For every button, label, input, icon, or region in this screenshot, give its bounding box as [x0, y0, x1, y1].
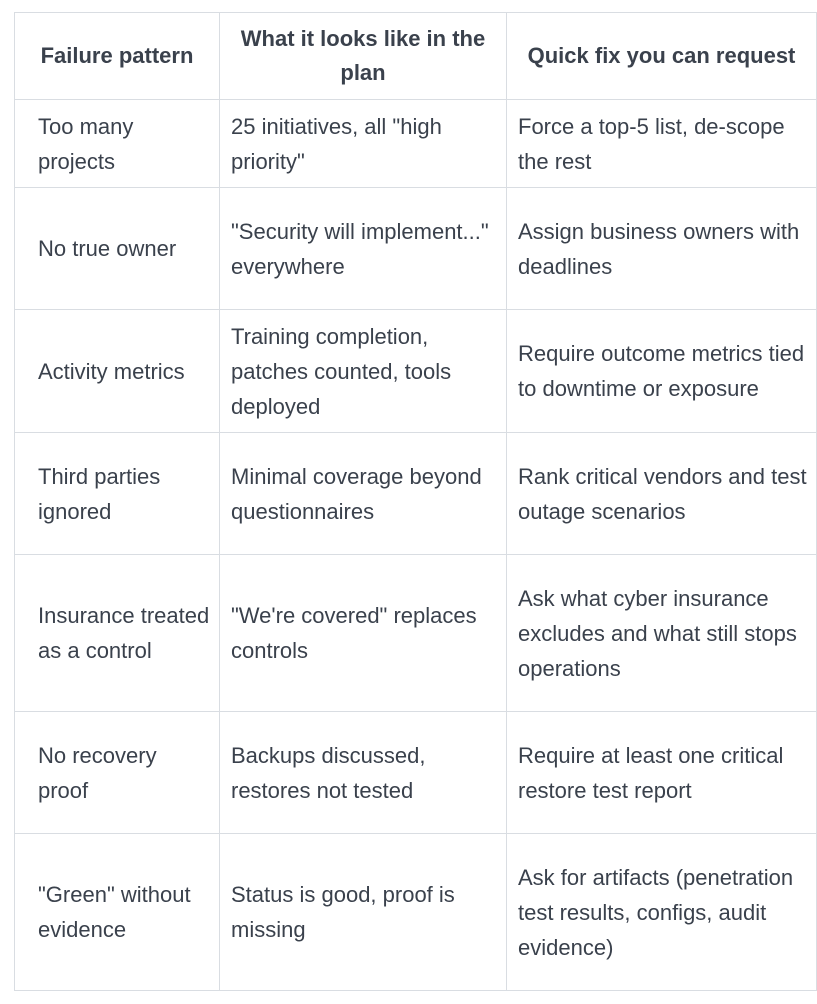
plan-appearance-cell: 25 initiatives, all "high priority"	[220, 100, 507, 188]
failure-pattern-cell: Insurance treated as a control	[15, 555, 220, 712]
quick-fix-cell: Force a top-5 list, de-scope the rest	[507, 100, 817, 188]
table-row	[15, 188, 817, 310]
plan-appearance-cell: Status is good, proof is missing	[220, 834, 507, 991]
column-header-plan-appearance: What it looks like in the plan	[220, 13, 507, 100]
plan-appearance-cell: Minimal coverage beyond questionnaires	[220, 433, 507, 555]
quick-fix-cell: Rank critical vendors and test outage scenarios	[507, 433, 817, 555]
quick-fix-cell: Ask what cyber insurance excludes and what still stops operations	[507, 555, 817, 712]
table-row	[15, 555, 817, 712]
failure-pattern-cell: Third parties ignored	[15, 433, 220, 555]
plan-appearance-cell: "Security will implement..." everywhere	[220, 188, 507, 310]
plan-appearance-cell: Training completion, patches counted, tools deployed	[220, 310, 507, 433]
quick-fix-cell: Assign business owners with deadlines	[507, 188, 817, 310]
failure-pattern-cell: No recovery proof	[15, 712, 220, 834]
failure-pattern-cell: Too many projects	[15, 100, 220, 188]
plan-appearance-cell: "We're covered" replaces controls	[220, 555, 507, 712]
quick-fix-cell: Require outcome metrics tied to downtime or exposure	[507, 310, 817, 433]
plan-appearance-cell: Backups discussed, restores not tested	[220, 712, 507, 834]
table-header-row	[15, 13, 817, 100]
failure-patterns-table	[14, 12, 817, 991]
column-header-quick-fix: Quick fix you can request	[507, 13, 817, 100]
column-header-failure-pattern: Failure pattern	[15, 13, 220, 100]
table-row	[15, 433, 817, 555]
failure-pattern-cell: Activity metrics	[15, 310, 220, 433]
table-row	[15, 712, 817, 834]
quick-fix-cell: Require at least one critical restore test report	[507, 712, 817, 834]
failure-pattern-cell: No true owner	[15, 188, 220, 310]
failure-pattern-cell: "Green" without evidence	[15, 834, 220, 991]
quick-fix-cell: Ask for artifacts (penetration test results, configs, audit evidence)	[507, 834, 817, 991]
table-row	[15, 834, 817, 991]
table-row	[15, 100, 817, 188]
table-row	[15, 310, 817, 433]
